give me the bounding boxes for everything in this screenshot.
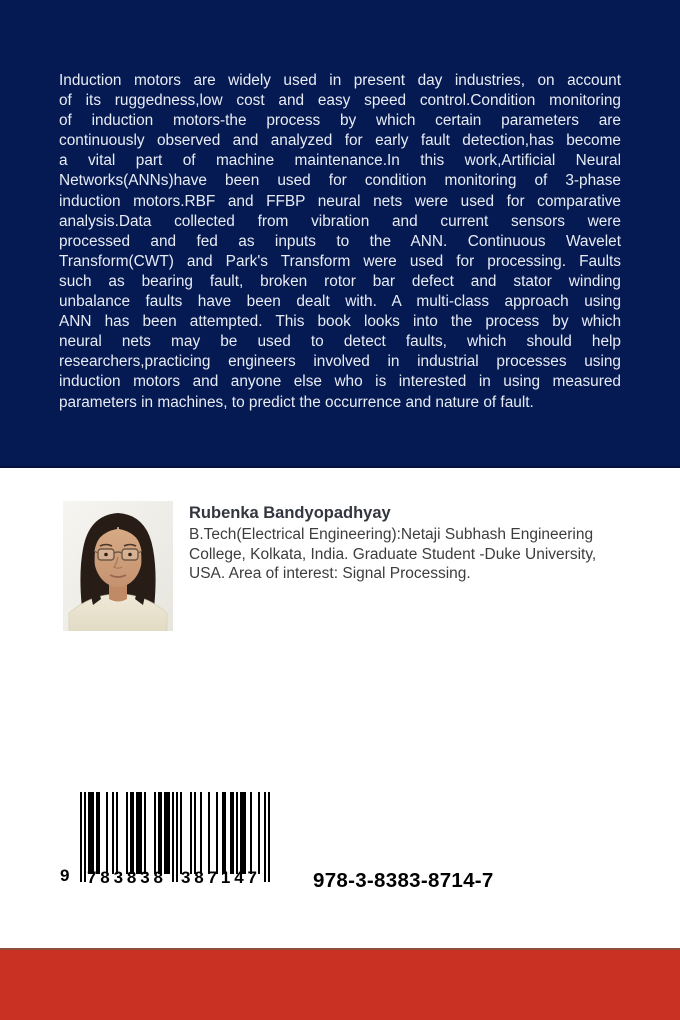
barcode-digit: 3 [140,868,150,887]
barcode-digit: 7 [87,868,97,887]
barcode-digit: 3 [113,868,124,887]
barcode-bar [144,792,146,874]
barcode-digit: 8 [153,868,163,887]
synopsis-line: Networks(ANNs)have been used for condition monitoring of 3-phase [59,172,621,190]
barcode-bar [112,792,114,874]
barcode-bar [126,792,128,874]
barcode-bar [80,792,82,882]
barcode-bar [180,792,182,874]
synopsis-line: processed and fed as inputs to the ANN. Continuous Wavelet [59,232,621,250]
barcode-right-digits [181,868,257,888]
author-info [189,503,649,584]
barcode-bar [258,792,260,874]
synopsis-line: ANN has been attempted. This book looks into the process by which [59,313,621,331]
barcode-bar [216,792,218,874]
barcode-digit: 7 [247,868,257,887]
author-name: Rubenka Bandyopadhyay [189,504,391,522]
barcode-bar [130,792,134,874]
barcode-digit: 8 [100,868,110,887]
barcode-bar [264,792,266,882]
barcode-digit: 7 [207,868,218,887]
bottom-red-band [0,948,680,1020]
barcode-bar [88,792,94,874]
barcode-bar [84,792,86,882]
barcode-bar [194,792,196,874]
synopsis-line: a vital part of machine maintenance.In this work,Artificial Neural [59,152,621,170]
barcode-left-digits [87,868,163,888]
barcode-bar [208,792,210,874]
author-portrait-illustration [63,501,173,631]
synopsis-line: analysis.Data collected from vibration and current sensors were [59,212,621,230]
barcode-bar [106,792,108,874]
synopsis-text [59,71,621,413]
barcode-digit: 8 [194,868,204,887]
barcode-digit: 3 [181,868,191,887]
synopsis-line: induction motors.RBF and FFBP neural nets were used for comparative [59,192,621,210]
barcode-bar [190,792,192,874]
barcode-digit: 1 [220,868,231,887]
barcode-digit: 8 [126,868,137,887]
synopsis-line: Transform(CWT) and Park's Transform were used for processing. Faults [59,252,621,270]
synopsis-panel [0,0,680,468]
synopsis-line: parameters in machines, to predict the occurrence and nature of fault. [59,393,534,411]
author-bio-line: College, Kolkata, India. Graduate Student -Duke University, [189,545,597,563]
synopsis-line: unbalance faults have been dealt with. A multi-class approach using [59,293,621,311]
synopsis-line: researchers,practicing engineers involved in industrial processes using [59,353,621,371]
barcode-bar [164,792,170,874]
barcode-bar [222,792,226,874]
author-bio-line: USA. Area of interest: Signal Processing. [189,565,471,583]
synopsis-line: neural nets may be used to detect faults, which should help [59,333,621,351]
isbn-barcode [60,792,290,894]
barcode-bar [136,792,142,874]
barcode-bar [236,792,238,874]
barcode-digit: 4 [234,868,244,887]
barcode-bar [176,792,178,882]
barcode-bar [240,792,246,874]
author-section [0,468,680,768]
barcode-bar [96,792,100,874]
barcode-bar [250,792,252,874]
barcode-bar [200,792,202,874]
synopsis-line: continuously observed and analyzed for early fault detection,has become [59,132,621,150]
barcode-first-digit: 9 [60,866,70,885]
synopsis-line: induction motors and anyone else who is interested in using measured [59,373,621,391]
author-photo [63,501,173,631]
barcode-bar [158,792,162,874]
synopsis-line: of induction motors-the process by which certain parameters are [59,112,621,130]
author-bio [189,525,649,584]
synopsis-line: Induction motors are widely used in present day industries, on account [59,72,621,89]
barcode-bar [230,792,234,874]
synopsis-line: of its ruggedness,low cost and easy speed control.Condition monitoring [59,92,621,110]
author-bio-line: B.Tech(Electrical Engineering):Netaji Subhash Engineering [189,526,594,543]
isbn-number-text: 978-3-8383-8714-7 [313,869,494,892]
barcode-bar [116,792,118,874]
synopsis-line: such as bearing fault, broken rotor bar defect and stator winding [59,272,621,290]
barcode-bar [268,792,270,882]
barcode-bar [172,792,174,882]
barcode-bar [154,792,156,874]
